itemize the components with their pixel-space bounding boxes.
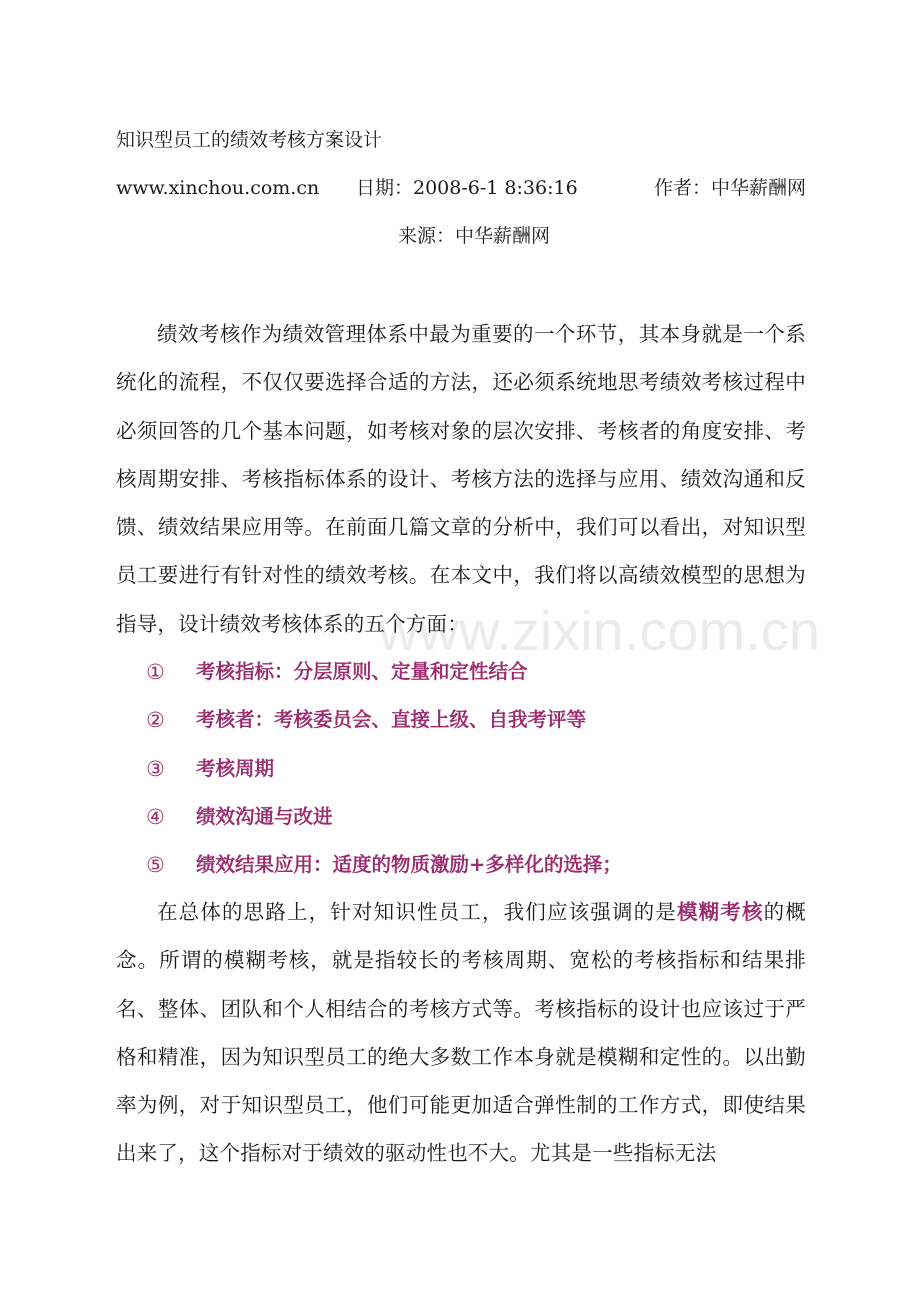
list-text: 考核者：考核委员会、直接上级、自我考评等 <box>196 708 587 732</box>
list-item <box>116 648 806 696</box>
list-text: 绩效结果应用：适度的物质激励+多样化的选择； <box>196 853 622 877</box>
list-number: ④ <box>146 804 165 829</box>
list-text: 绩效沟通与改进 <box>196 804 333 828</box>
body-paragraph <box>116 888 806 1178</box>
list-number: ③ <box>146 756 165 781</box>
highlight-term: 模糊考核 <box>676 900 764 924</box>
author: 作者：中华薪酬网 <box>653 177 806 199</box>
list-number: ① <box>146 660 165 684</box>
intro-paragraph: 绩效考核作为绩效管理体系中最为重要的一个环节，其本身就是一个系统化的流程，不仅仅要选择合适的方法，还必须系统地思考绩效考核过程中必须回答的几个基本问题，如考核对象的层次安排、考核者的角度安排、考核周期安排、考核指标体系的设计、考核方法的选择与应用、绩效沟通和反馈、绩效结果应用等。在前面几篇文章的分析中，我们可以看出，对知识型员工要进行有针对性的绩效考核。在本文中，我们将以高绩效模型的思想为指导，设计绩效考核体系的五个方面： <box>116 322 806 636</box>
list-item <box>116 841 806 889</box>
document-title: 知识型员工的绩效考核方案设计 <box>116 129 383 151</box>
source: 来源：中华薪酬网 <box>398 225 551 247</box>
site-url: www.xinchou.com.cn <box>116 177 320 199</box>
list-number: ⑤ <box>146 853 165 878</box>
list-item <box>116 745 806 793</box>
paragraph-text-before: 在总体的思路上，针对知识性员工，我们应该强调的是 <box>157 900 677 924</box>
paragraph-text-after: 的概念。所谓的模糊考核，就是指较长的考核周期、宽松的考核指标和结果排名、整体、团队和个人相结合的考核方式等。考核指标的设计也应该过于严格和精准，因为知识型员工的绝大多数工作本身就是模糊和定性的。以出勤率为例，对于知识型员工，他们可能更加适合弹性制的工作方式，即使结果出来了，这个指标对于绩效的驱动性也不大。尤其是一些指标无法 <box>116 900 806 1166</box>
watermark: www.zixin.com.cn <box>378 599 820 662</box>
list-number: ② <box>146 708 165 733</box>
publish-date: 日期：2008-6-1 8:36:16 <box>356 177 578 199</box>
document-meta <box>116 172 806 204</box>
list-text: 考核指标：分层原则、定量和定性结合 <box>196 660 528 683</box>
aspects-list <box>116 648 806 889</box>
list-item <box>116 696 806 744</box>
list-item <box>116 793 806 841</box>
list-text: 考核周期 <box>196 756 275 780</box>
